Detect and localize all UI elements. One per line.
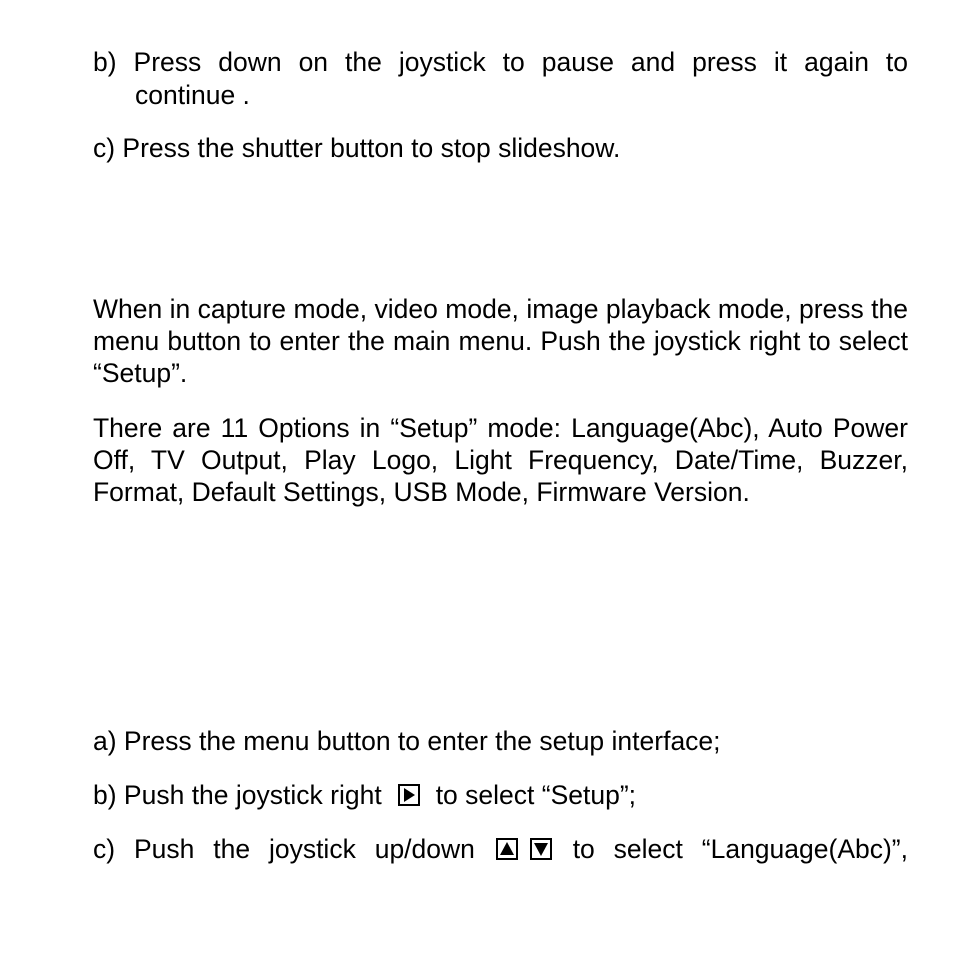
slideshow-step-b-line1: b) Press down on the joystick to pause and press it again to (93, 47, 908, 77)
language-step-b (93, 779, 908, 811)
language-step-c-text-after: to select “Language(Abc)”, (572, 834, 908, 864)
setup-intro-paragraph: When in capture mode, video mode, image playback mode, press the menu button to enter the main menu. Push the joystick right to select “Setup”. (93, 294, 908, 388)
play-right-icon (398, 784, 420, 806)
setup-options-paragraph: There are 11 Options in “Setup” mode: Language(Abc), Auto Power Off, TV Output, Play Logo, Light Frequency, Date/Time, Buzzer, Format, Default Settings, USB Mode, Firmware Version. (93, 413, 908, 507)
arrow-up-icon (496, 838, 518, 860)
slideshow-step-b-continued (93, 79, 908, 111)
slideshow-step-b-line2: continue . (135, 80, 250, 110)
language-step-a: a) Press the menu button to enter the setup interface; (93, 726, 721, 756)
slideshow-step-c: c) Press the shutter button to stop slideshow. (93, 133, 621, 163)
arrow-down-icon (530, 838, 552, 860)
language-step-b-text-after: to select “Setup”; (435, 780, 637, 810)
language-step-b-text-before: b) Push the joystick right (93, 780, 382, 810)
language-step-c (93, 833, 908, 865)
language-step-c-text-before: c) Push the joystick up/down (93, 834, 475, 864)
slideshow-step-b (93, 46, 908, 78)
